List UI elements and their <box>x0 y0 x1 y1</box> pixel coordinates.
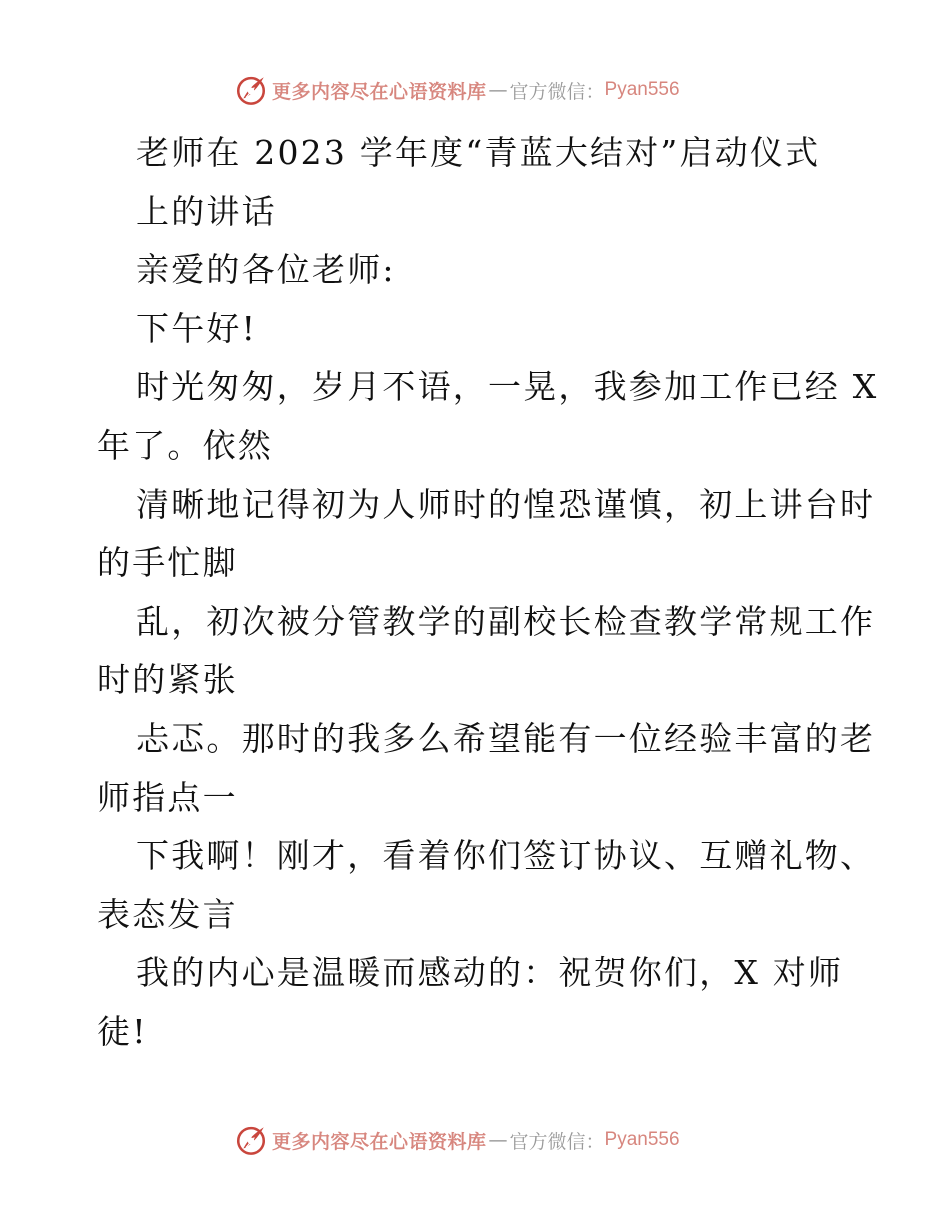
watermark-site-text: 更多内容尽在心语资料库 <box>272 1130 487 1153</box>
paragraph-line: 表态发言 <box>97 894 238 934</box>
paragraph-line: 清晰地记得初为人师时的惶恐谨慎，初上讲台时 <box>136 484 876 524</box>
quill-pen-logo-icon <box>234 1123 268 1157</box>
greeting-line: 下午好! <box>136 308 258 348</box>
document-body <box>97 124 879 1062</box>
paragraph-line: 的手忙脚 <box>97 543 238 583</box>
watermark-contact-label: 官方微信： <box>509 1130 605 1153</box>
paragraph-line: 乱，初次被分管教学的副校长检查教学常规工作 <box>136 601 876 641</box>
title-line-2: 上的讲话 <box>136 191 277 231</box>
salutation-line: 亲爱的各位老师: <box>136 250 396 290</box>
header-watermark <box>234 72 680 108</box>
watermark-contact-id: Pyan556 <box>604 1129 680 1150</box>
paragraph-line: 我的内心是温暖而感动的：祝贺你们，X 对师 <box>136 953 844 993</box>
paragraph-line: 下我啊！刚才，看着你们签订协议、互赠礼物、 <box>136 836 876 876</box>
title-line-1: 老师在 2023 学年度“青蓝大结对”启动仪式 <box>136 133 821 172</box>
paragraph-line: 时光匆匆，岁月不语，一晃，我参加工作已经 X <box>136 367 879 407</box>
paragraph-line: 师指点一 <box>97 777 238 817</box>
paragraph-line: 忐忑。那时的我多么希望能有一位经验丰富的老 <box>136 718 876 758</box>
watermark-contact-label: 官方微信： <box>509 80 605 103</box>
quill-pen-logo-icon <box>234 73 268 107</box>
watermark-contact-id: Pyan556 <box>604 79 680 100</box>
footer-watermark <box>234 1122 680 1158</box>
watermark-dash: — <box>488 1129 508 1151</box>
paragraph-line: 年了。依然 <box>97 425 273 465</box>
watermark-dash: — <box>488 79 508 101</box>
paragraph-line: 徒! <box>97 1011 148 1051</box>
paragraph-line: 时的紧张 <box>97 660 238 700</box>
watermark-site-text: 更多内容尽在心语资料库 <box>272 80 487 103</box>
